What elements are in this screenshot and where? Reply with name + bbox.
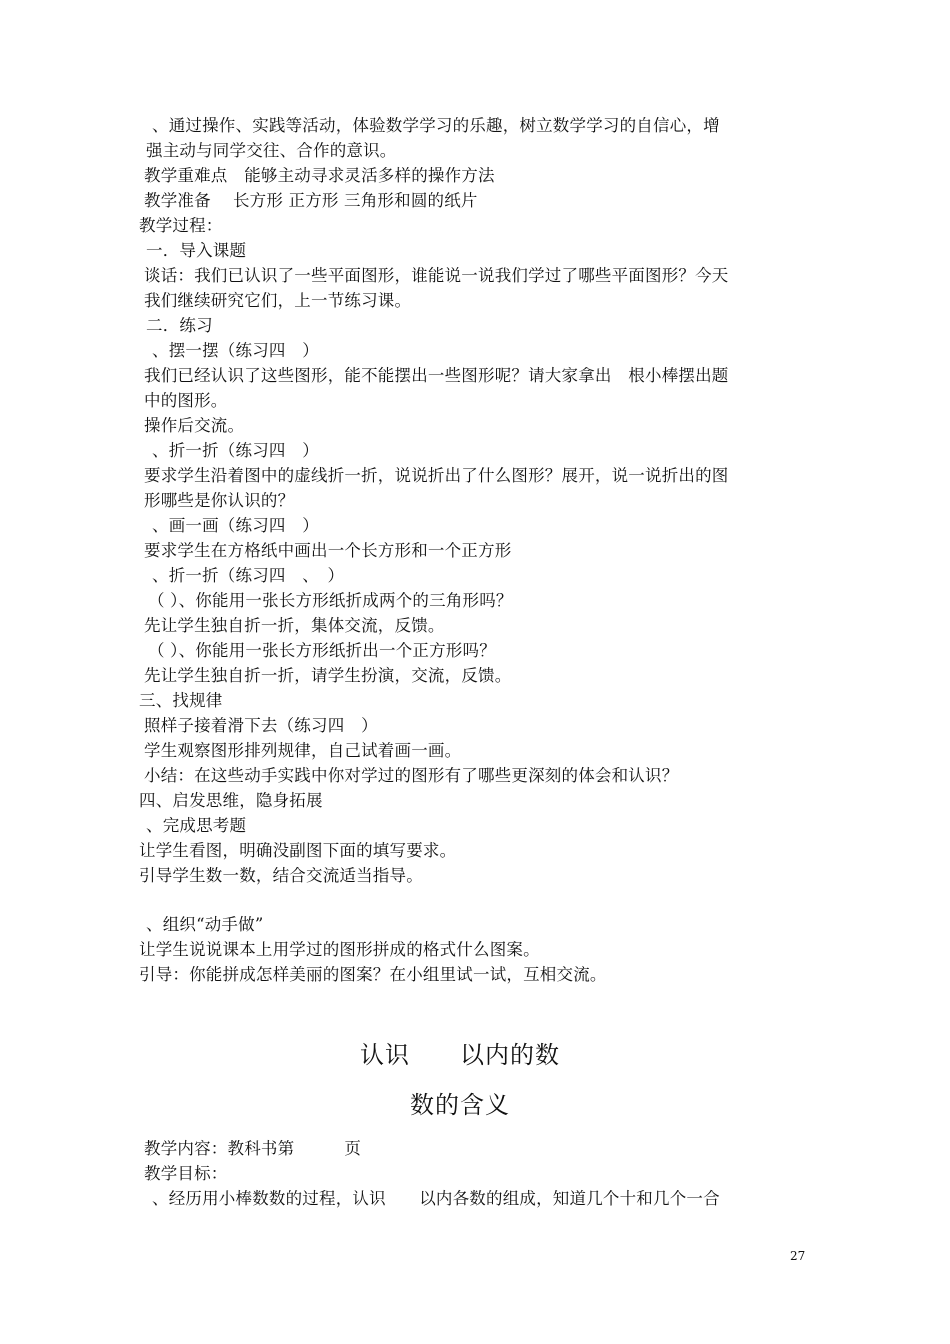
text-line: 引导：你能拼成怎样美丽的图案？在小组里试一试，互相交流。 [139, 965, 607, 984]
text-line: 教学内容：教科书第 页 [144, 1139, 362, 1158]
text-line: 、折一折（练习四 、 ） [152, 566, 345, 585]
text-line: 引导学生数一数，结合交流适当指导。 [139, 866, 423, 885]
text-line: 要求学生沿着图中的虚线折一折，说说折出了什么图形？展开，说一说折出的图 [144, 466, 729, 485]
text-line: 先让学生独自折一折，请学生扮演，交流，反馈。 [144, 666, 512, 685]
text-line: 操作后交流。 [144, 416, 245, 435]
text-line: 我们已经认识了这些图形，能不能摆出一些图形呢？请大家拿出 根小棒摆出题 [144, 366, 729, 385]
text-line: 谈话：我们已认识了一些平面图形，谁能说一说我们学过了哪些平面图形？今天 [144, 266, 729, 285]
text-line: （ ）、你能用一张长方形纸折出一个正方形吗？ [148, 641, 496, 660]
text-line: 形哪些是你认识的？ [144, 491, 295, 510]
lesson-title: 认识 以内的数 [360, 1041, 560, 1069]
text-line: 、画一画（练习四 ） [152, 516, 319, 535]
section-heading: 一．导入课题 [146, 241, 247, 260]
text-line: 、通过操作、实践等活动，体验数学学习的乐趣，树立数学学习的自信心，增 [152, 116, 720, 135]
text-line: 、组织“动手做” [146, 915, 264, 934]
text-line: （ ）、你能用一张长方形纸折成两个的三角形吗？ [148, 591, 513, 610]
text-line: 先让学生独自折一折，集体交流，反馈。 [144, 616, 445, 635]
text-line: 学生观察图形排列规律，自己试着画一画。 [144, 741, 462, 760]
lesson-subtitle: 数的含义 [410, 1091, 510, 1119]
text-line: 小结：在这些动手实践中你对学过的图形有了哪些更深刻的体会和认识？ [144, 766, 679, 785]
section-label: 教学过程： [139, 216, 223, 235]
text-line: 教学重难点 能够主动寻求灵活多样的操作方法 [144, 166, 495, 185]
text-line: 、经历用小棒数数的过程，认识 以内各数的组成，知道几个十和几个一合 [152, 1189, 720, 1208]
text-line: 教学准备 长方形 正方形 三角形和圆的纸片 [144, 191, 478, 210]
text-line: 让学生说说课本上用学过的图形拼成的格式什么图案。 [139, 940, 540, 959]
text-line: 照样子接着滑下去（练习四 ） [144, 716, 378, 735]
page-number: 27 [790, 1249, 806, 1263]
text-line: 要求学生在方格纸中画出一个长方形和一个正方形 [144, 541, 512, 560]
text-line: 、完成思考题 [146, 816, 247, 835]
text-line: 强主动与同学交往、合作的意识。 [146, 141, 397, 160]
text-line: 、折一折（练习四 ） [152, 441, 319, 460]
text-line: 教学目标： [144, 1164, 228, 1183]
text-line: 我们继续研究它们，上一节练习课。 [144, 291, 412, 310]
section-heading: 四、启发思维，隐身拓展 [139, 791, 323, 810]
section-heading: 三、找规律 [139, 691, 223, 710]
text-line: 让学生看图，明确没副图下面的填写要求。 [139, 841, 457, 860]
text-line: 、摆一摆（练习四 ） [152, 341, 319, 360]
section-heading: 二．练习 [146, 316, 213, 335]
text-line: 中的图形。 [144, 391, 228, 410]
